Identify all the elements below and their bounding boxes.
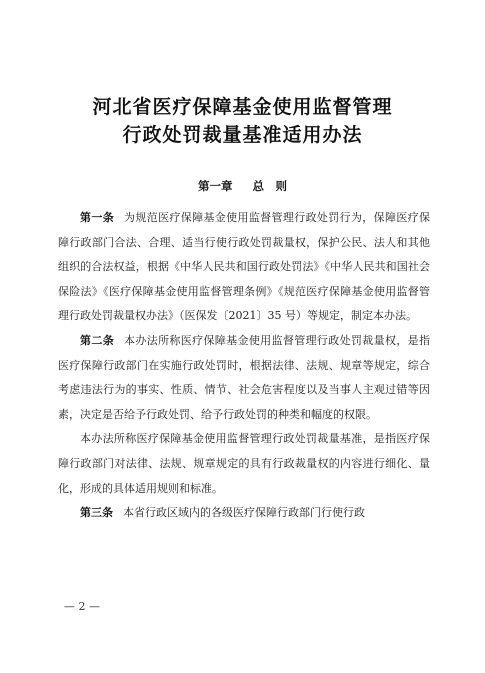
paragraph-article-1	[58, 206, 430, 329]
paragraph-text: 为规范医疗保障基金使用监督管理行政处罚行为，保障医疗保障行政部门合法、合理、适当行使行政处罚裁量权，保护公民、法人和其他组织的合法权益，根据《中华人民共和国行政处罚法》《中华人民共和国社会保险法》《医疗保障基金使用监督管理条例》《规范医疗保障基金使用监督管理行政处罚裁量权办法》（医保发〔2021〕35 号）等规定，制定本办法。	[58, 211, 431, 323]
chapter-name: 总 则	[252, 179, 287, 193]
chapter-heading	[0, 178, 485, 194]
paragraph-article-3	[58, 501, 430, 526]
document-body	[58, 206, 430, 526]
article-label: 第三条	[80, 506, 113, 520]
paragraph-article-2	[58, 329, 430, 427]
paragraph-text: 本省行政区域内的各级医疗保障行政部门行使行政	[123, 506, 365, 520]
paragraph-article-2-continued	[58, 427, 430, 501]
article-label: 第一条	[80, 211, 115, 224]
page-number: — 2 —	[64, 600, 100, 613]
chapter-number: 第一章	[198, 179, 233, 193]
paragraph-text: 本办法所称医疗保障基金使用监督管理行政处罚裁量权，是指医疗保障行政部门在实施行政处罚时，根据法律、法规、规章等规定，综合考虑违法行为的事实、性质、情节、社会危害程度以及当事人主观过错等因素，决定是否给予行政处罚、给予行政处罚的种类和幅度的权限。	[58, 333, 431, 421]
document-title-line-2: 行政处罚裁量基准适用办法	[122, 124, 363, 146]
paragraph-text: 本办法所称医疗保障基金使用监督管理行政处罚裁量基准，是指医疗保障行政部门对法律、法规、规章规定的具有行政裁量权的内容进行细化、量化，形成的具体适用规则和标准。	[58, 432, 430, 495]
document-title-line-1: 河北省医疗保障基金使用监督管理	[92, 96, 393, 118]
article-label: 第二条	[80, 333, 115, 347]
